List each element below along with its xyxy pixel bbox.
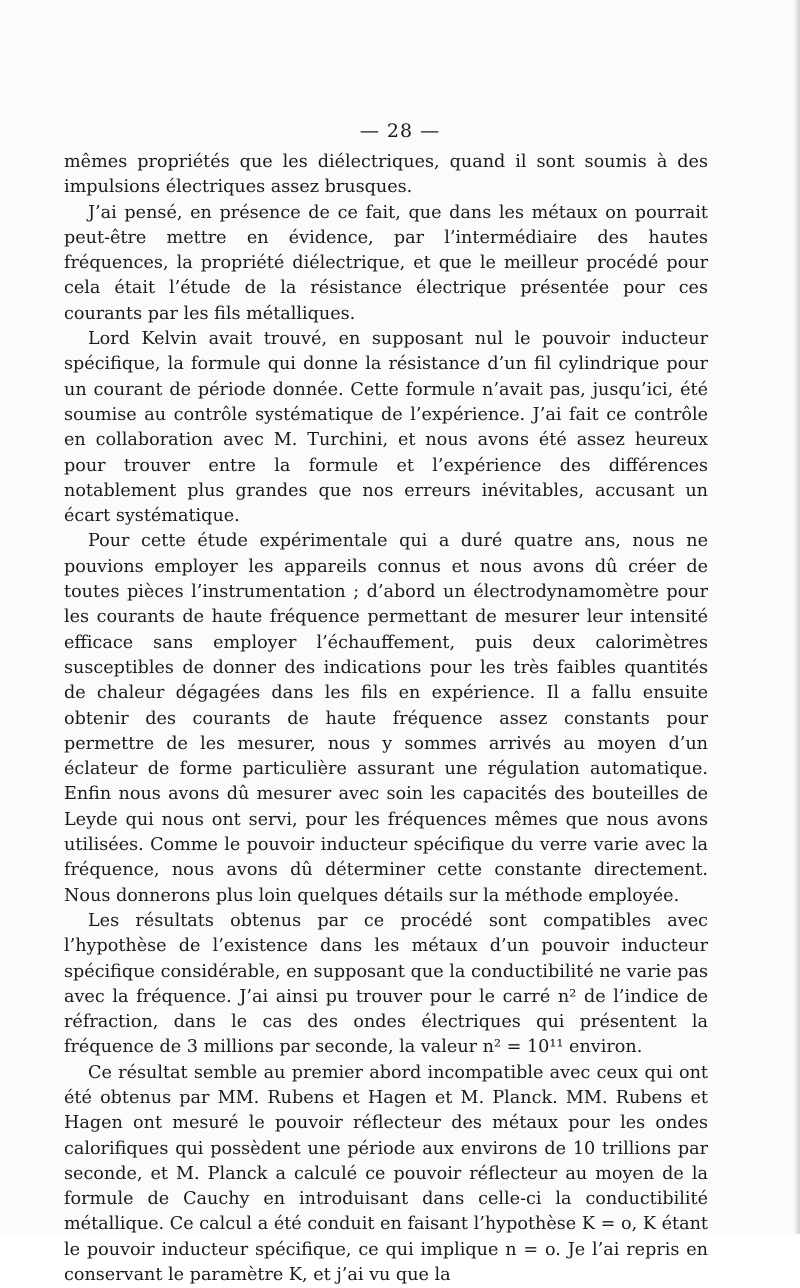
paragraph-results: Les résultats obtenus par ce procédé sont compatibles avec l’hypothèse de l’existence dans les métaux d’un pouvoir inducteur spécifique considérable, en supposant que la conductibilité ne varie pas avec la fréquence. J’ai ainsi pu trouver pour le carré n² de l’indice de réfraction, dans le cas des ondes électriques qui présentent la fréquence de 3 millions par seconde, la valeur n² = 10¹¹ environ.: [64, 910, 708, 1058]
paragraph-lord-kelvin: Lord Kelvin avait trouvé, en supposant nul le pouvoir inducteur spécifique, la formule qui donne la résistance d’un fil cylindrique pour un courant de période donnée. Cette formule n’avait pas, jusqu’ici, été soumise au contrôle systématique de l’expérience. J’ai fait ce contrôle en collaboration avec M. Turchini, et nous avons été assez heureux pour trouver entre la formule et l’expérience des différences notablement plus grandes que nos erreurs inévitables, accusant un écart systématique.: [64, 329, 708, 527]
paragraph-experimental-study: Pour cette étude expérimentale qui a duré quatre ans, nous ne pouvions employer les appareils connus et nous avons dû créer de toutes pièces l’instrumentation ; d’abord un électrodynamomètre pour les courants de haute fréquence permettant de mesurer leur intensité efficace sans employer l’échauffement, puis deux calorimètres susceptibles de donner des indications pour les très faibles quantités de chaleur dégagées dans les fils en expérience. Il a fallu ensuite obtenir des courants de haute fréquence assez constants pour permettre de les mesurer, nous y sommes arrivés au moyen d’un éclateur de forme particulière assurant une régulation automatique. Enfin nous avons dû mesurer avec soin les capacités des bouteilles de Leyde qui nous ont servi, pour les fréquences mêmes que nous avons utilisées. Comme le pouvoir inducteur spécifique du verre varie avec la fréquence, nous avons dû déterminer cette constante directement. Nous donnerons plus loin quelques détails sur la méthode employée.: [64, 531, 708, 906]
paragraph-rubens-hagen-planck: Ce résultat semble au premier abord incompatible avec ceux qui ont été obtenus par MM. Rubens et Hagen et M. Planck. MM. Rubens et Hagen ont mesuré le pouvoir réflecteur des métaux pour les ondes calorifiques qui possèdent une période aux environs de 10 trillions par seconde, et M. Planck a calculé ce pouvoir réflecteur au moyen de la formule de Cauchy en introduisant dans celle-ci la conductibilité métallique. Ce calcul a été conduit en faisant l’hypothèse K = o, K étant le pouvoir inducteur spécifique, ce qui implique n = o. Je l’ai repris en conservant le paramètre K, et j’ai vu que la: [64, 1062, 708, 1286]
body-text: [64, 150, 708, 1288]
paragraph-metals-dielectric: J’ai pensé, en présence de ce fait, que dans les métaux on pourrait peut-être mettre en évidence, par l’intermédiaire des hautes fréquences, la propriété diélectrique, et que le meilleur procédé pour cela était l’étude de la résistance électrique présentée pour ces courants par les fils métalliques.: [64, 202, 708, 324]
paragraph-continuation: mêmes propriétés que les diélectriques, quand il sont soumis à des impulsions électriques assez brusques.: [64, 152, 708, 198]
page-edge-shadow: [794, 0, 800, 1234]
page-number: — 28 —: [359, 120, 441, 142]
